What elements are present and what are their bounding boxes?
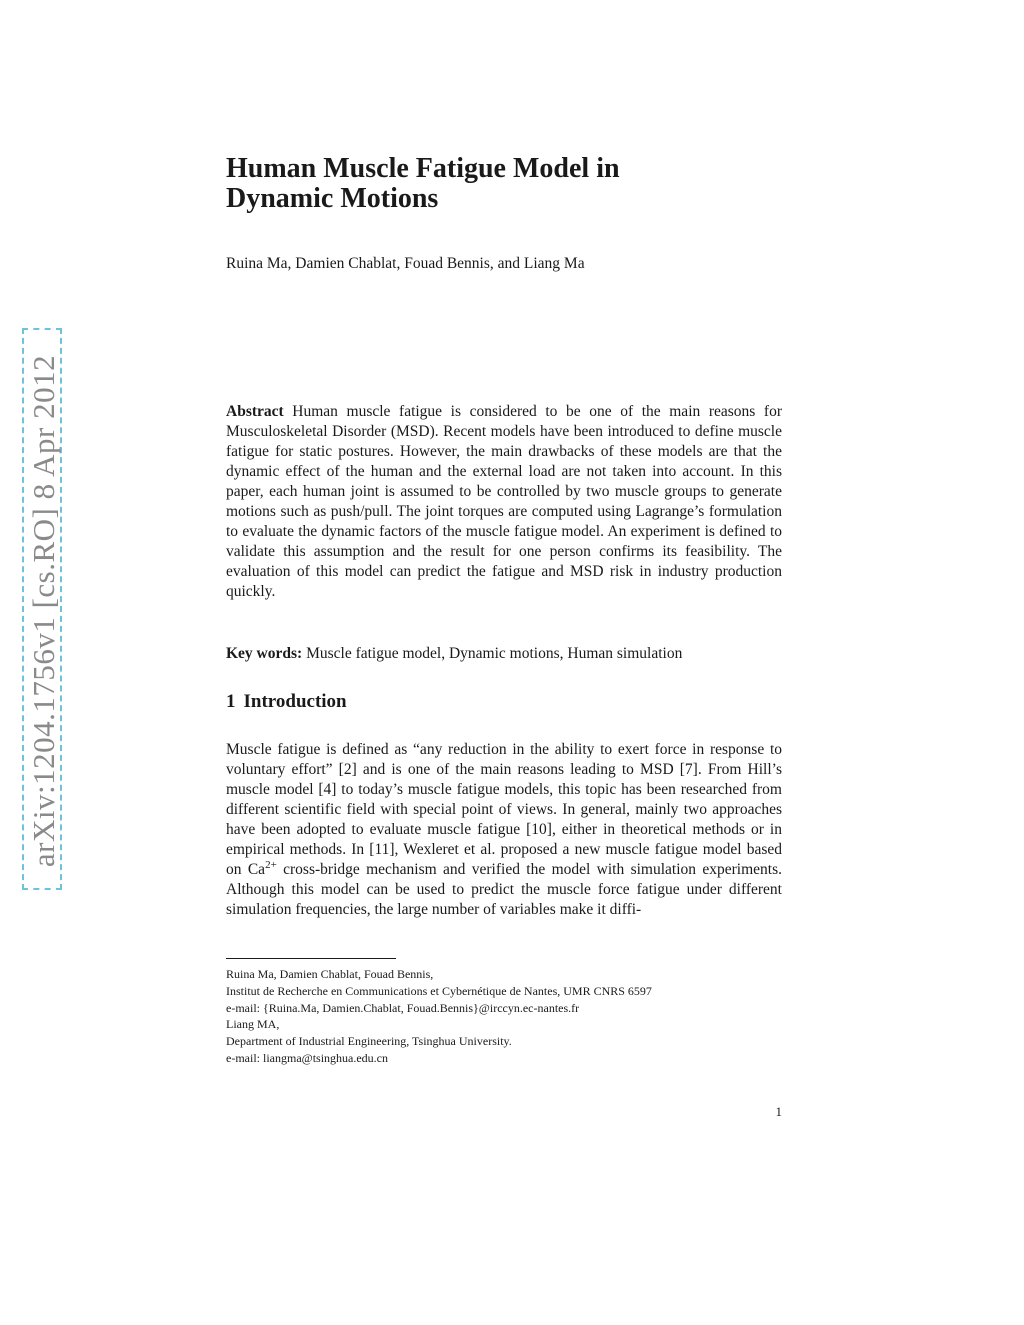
arxiv-stamp [22, 328, 62, 890]
intro-superscript: 2+ [265, 858, 277, 871]
footnote-divider [226, 958, 396, 959]
footnote-line: Institut de Recherche en Communications et Cybernétique de Nantes, UMR CNRS 6597 [226, 983, 652, 998]
paper-title-line-1: Human Muscle Fatigue Model in [226, 153, 620, 184]
intro-text-part-2: cross-bridge mechanism and verified the model with simulation experiments. Although this model can be used to predict the muscle force fatigue under different simulation frequencies, the large number of variables make it diffi- [226, 861, 783, 918]
footnote-line: Ruina Ma, Damien Chablat, Fouad Bennis, [226, 967, 434, 981]
paper-title-line-2: Dynamic Motions [226, 183, 439, 214]
footnote-line: Department of Industrial Engineering, Tsinghua University. [226, 1034, 512, 1049]
intro-text-part-1: Muscle fatigue is defined as “any reduction in the ability to exert force in response to voluntary effort” [2] and is one of the main reasons leading to MSD [7]. From Hill’s muscle model [4] to today’s muscle fatigue models, this topic has been researched from different scientific field with special point of views. In general, mainly two approaches have been adopted to evaluate muscle fatigue [10], either in theoretical methods or in empirical methods. In [11], Wexleret et al. proposed a new muscle fatigue model based on Ca [226, 741, 782, 878]
abstract-text: Human muscle fatigue is considered to be one of the main reasons for Musculoskeletal Disorder (MSD). Recent models have been introduced to define muscle fatigue for static postures. However, the main drawbacks of these models are that the dynamic effect of the human and the external load are not taken into account. In this paper, each human joint is assumed to be controlled by two muscle groups to generate motions such as push/pull. The joint torques are computed using Lagrange’s formulation to evaluate the dynamic factors of the muscle fatigue model. An experiment is defined to validate this assumption and the result for one person confirms its feasibility. The evaluation of this model can predict the fatigue and MSD risk in industry production quickly. [226, 403, 783, 600]
footnote-line: e-mail: {Ruina.Ma, Damien.Chablat, Fouad.Bennis}@irccyn.ec-nantes.fr [226, 1000, 580, 1015]
abstract [226, 402, 782, 602]
keywords-label: Key words: [226, 645, 303, 662]
footnotes [226, 966, 786, 1067]
page-number: 1 [775, 1104, 782, 1119]
arxiv-identifier: arXiv:1204.1756v1 [cs.RO] 8 Apr 2012 [26, 354, 61, 868]
section-title: Introduction [243, 691, 347, 712]
keywords [226, 644, 782, 664]
footnote-line: Liang MA, [226, 1017, 280, 1032]
abstract-label: Abstract [226, 403, 284, 420]
footnote-line: e-mail: liangma@tsinghua.edu.cn [226, 1050, 389, 1065]
paper-title [226, 154, 786, 214]
section-number: 1 [226, 691, 236, 712]
section-heading-introduction [226, 690, 347, 714]
introduction-paragraph [226, 740, 782, 920]
author-list: Ruina Ma, Damien Chablat, Fouad Bennis, and Liang Ma [226, 255, 585, 272]
keywords-text: Muscle fatigue model, Dynamic motions, Human simulation [306, 645, 683, 662]
